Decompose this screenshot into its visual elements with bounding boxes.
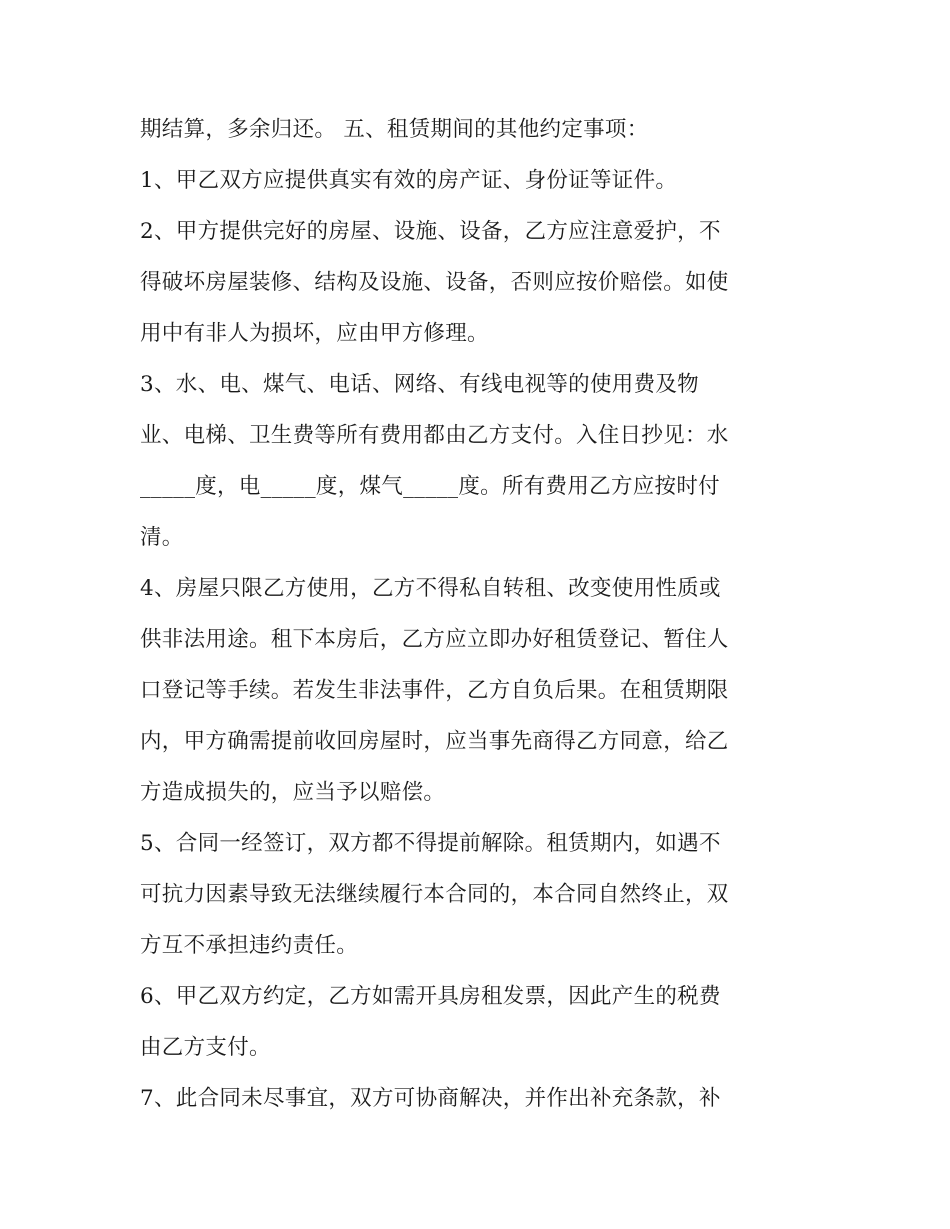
text-line: 7、此合同未尽事宜，双方可协商解决，并作出补充条款，补 xyxy=(140,1086,721,1111)
text-line: 方互不承担违约责任。 xyxy=(140,933,359,958)
text-line: 用中有非人为损坏，应由甲方修理。 xyxy=(140,321,489,346)
text-line: 口登记等手续。若发生非法事件，乙方自负后果。在租赁期限 xyxy=(140,678,729,703)
text-line: 业、电梯、卫生费等所有费用都由乙方支付。入住日抄见：水 xyxy=(140,423,729,448)
text-line: 方造成损失的，应当予以赔偿。 xyxy=(140,780,446,805)
text-line: 5、合同一经签订，双方都不得提前解除。租赁期内，如遇不 xyxy=(140,831,721,856)
text-line: 内，甲方确需提前收回房屋时，应当事先商得乙方同意，给乙 xyxy=(140,729,729,754)
document-body xyxy=(140,104,815,1124)
text-line: 3、水、电、煤气、电话、网络、有线电视等的使用费及物 xyxy=(140,372,699,397)
text-line: 可抗力因素导致无法继续履行本合同的，本合同自然终止，双 xyxy=(140,882,729,907)
text-line: 1、甲乙双方应提供真实有效的房产证、身份证等证件。 xyxy=(140,168,678,193)
text-line: 2、甲方提供完好的房屋、设施、设备，乙方应注意爱护，不 xyxy=(140,219,721,244)
text-line: 清。 xyxy=(140,525,184,550)
text-line: 期结算，多余归还。 五、租赁期间的其他约定事项： xyxy=(140,117,649,142)
text-line: 6、甲乙双方约定，乙方如需开具房租发票，因此产生的税费 xyxy=(140,984,721,1009)
text-line: 4、房屋只限乙方使用，乙方不得私自转租、改变使用性质或 xyxy=(140,576,721,601)
text-line: _____度，电_____度，煤气_____度。所有费用乙方应按时付 xyxy=(140,474,720,499)
text-line: 由乙方支付。 xyxy=(140,1035,271,1060)
text-line: 得破坏房屋装修、结构及设施、设备，否则应按价赔偿。如使 xyxy=(140,270,729,295)
text-line: 供非法用途。租下本房后，乙方应立即办好租赁登记、暂住人 xyxy=(140,627,729,652)
